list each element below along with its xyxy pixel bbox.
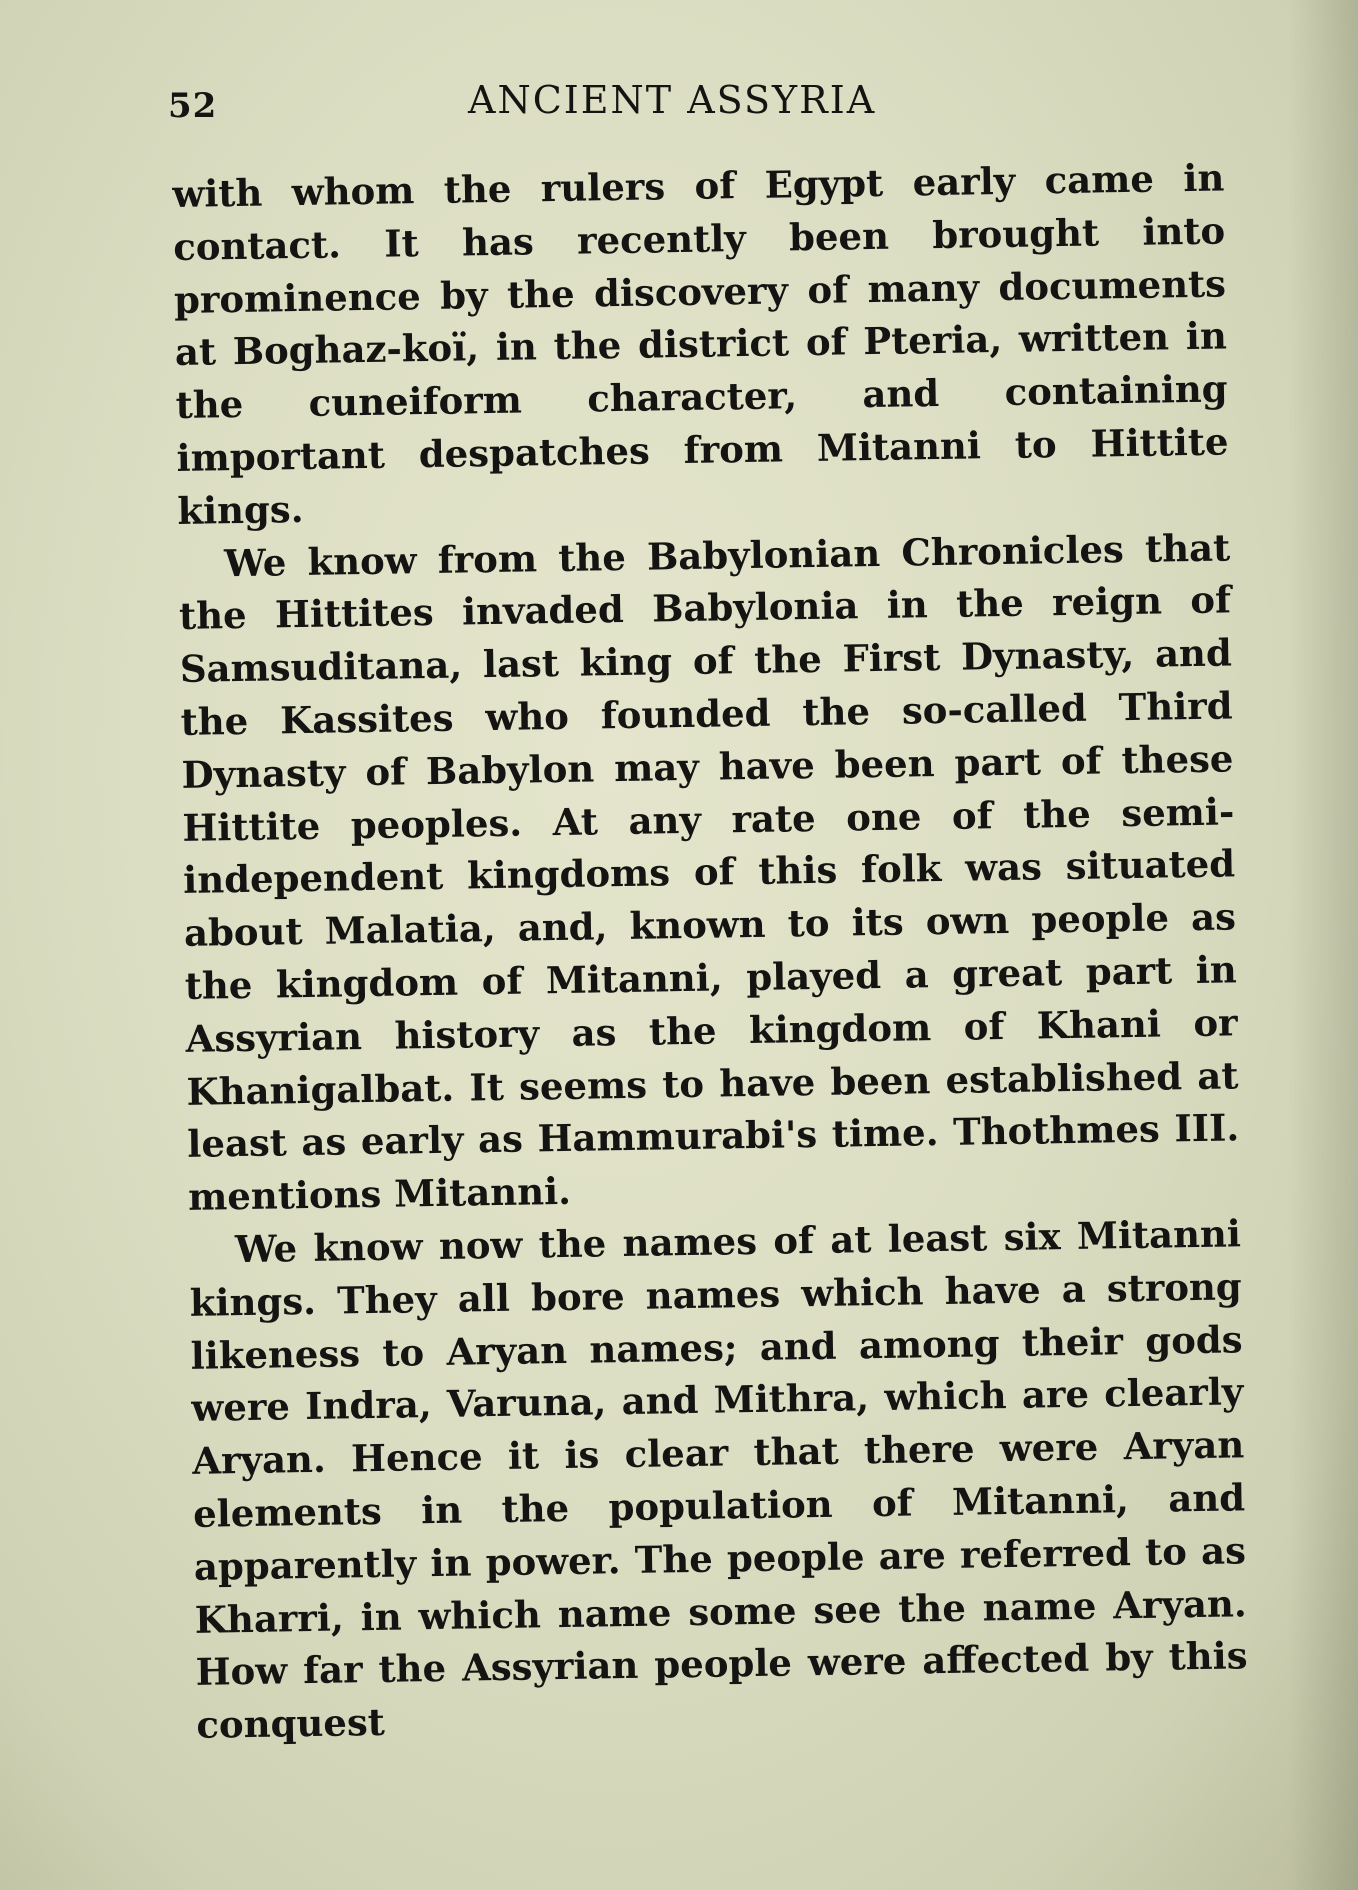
paragraph-continuation: with whom the rulers of Egypt early came in contact. It has recently been brought into prominence by the discovery of many documents at Boghaz-koï, in the district of Pteria, written in the cuneiform character, and containing important despatches from Mitanni to Hittite kings.: [172, 155, 1229, 533]
paragraph-mitanni-kings: We know now the names of at least six Mitanni kings. They all bore names which have a strong likeness to Aryan names; and among their gods were Indra, Varuna, and Mithra, which are clearly Aryan. Hence it is clear that there were Aryan elements in the population of Mitanni, and apparently in power. The people are referred to as Kharri, in which name some see the name Aryan. How far the Assyrian people were affected by this conquest: [189, 1211, 1248, 1747]
page-number: 52: [168, 86, 218, 126]
paragraph-hittites: We know from the Babylonian Chronicles that the Hittites invaded Babylonia in the reign of Samsuditana, last king of the First Dynasty, and the Kassites who founded the so-called Third Dynasty of Babylon may have been part of these Hittite peoples. At any rate one of the semi-independent kingdoms of this folk was situated about Malatia, and, known to its own people as the kingdom of Mitanni, played a great part in Assyrian history as the kingdom of Khani or Khanigalbat. It seems to have been established at least as early as Hammurabi's time. Thothmes III. mentions Mitanni.: [178, 525, 1240, 1220]
body-text: [172, 151, 1249, 1751]
running-head-title: ANCIENT ASSYRIA: [468, 78, 877, 122]
page-edge-shadow: [1288, 0, 1358, 1890]
page-header: [168, 78, 1228, 138]
